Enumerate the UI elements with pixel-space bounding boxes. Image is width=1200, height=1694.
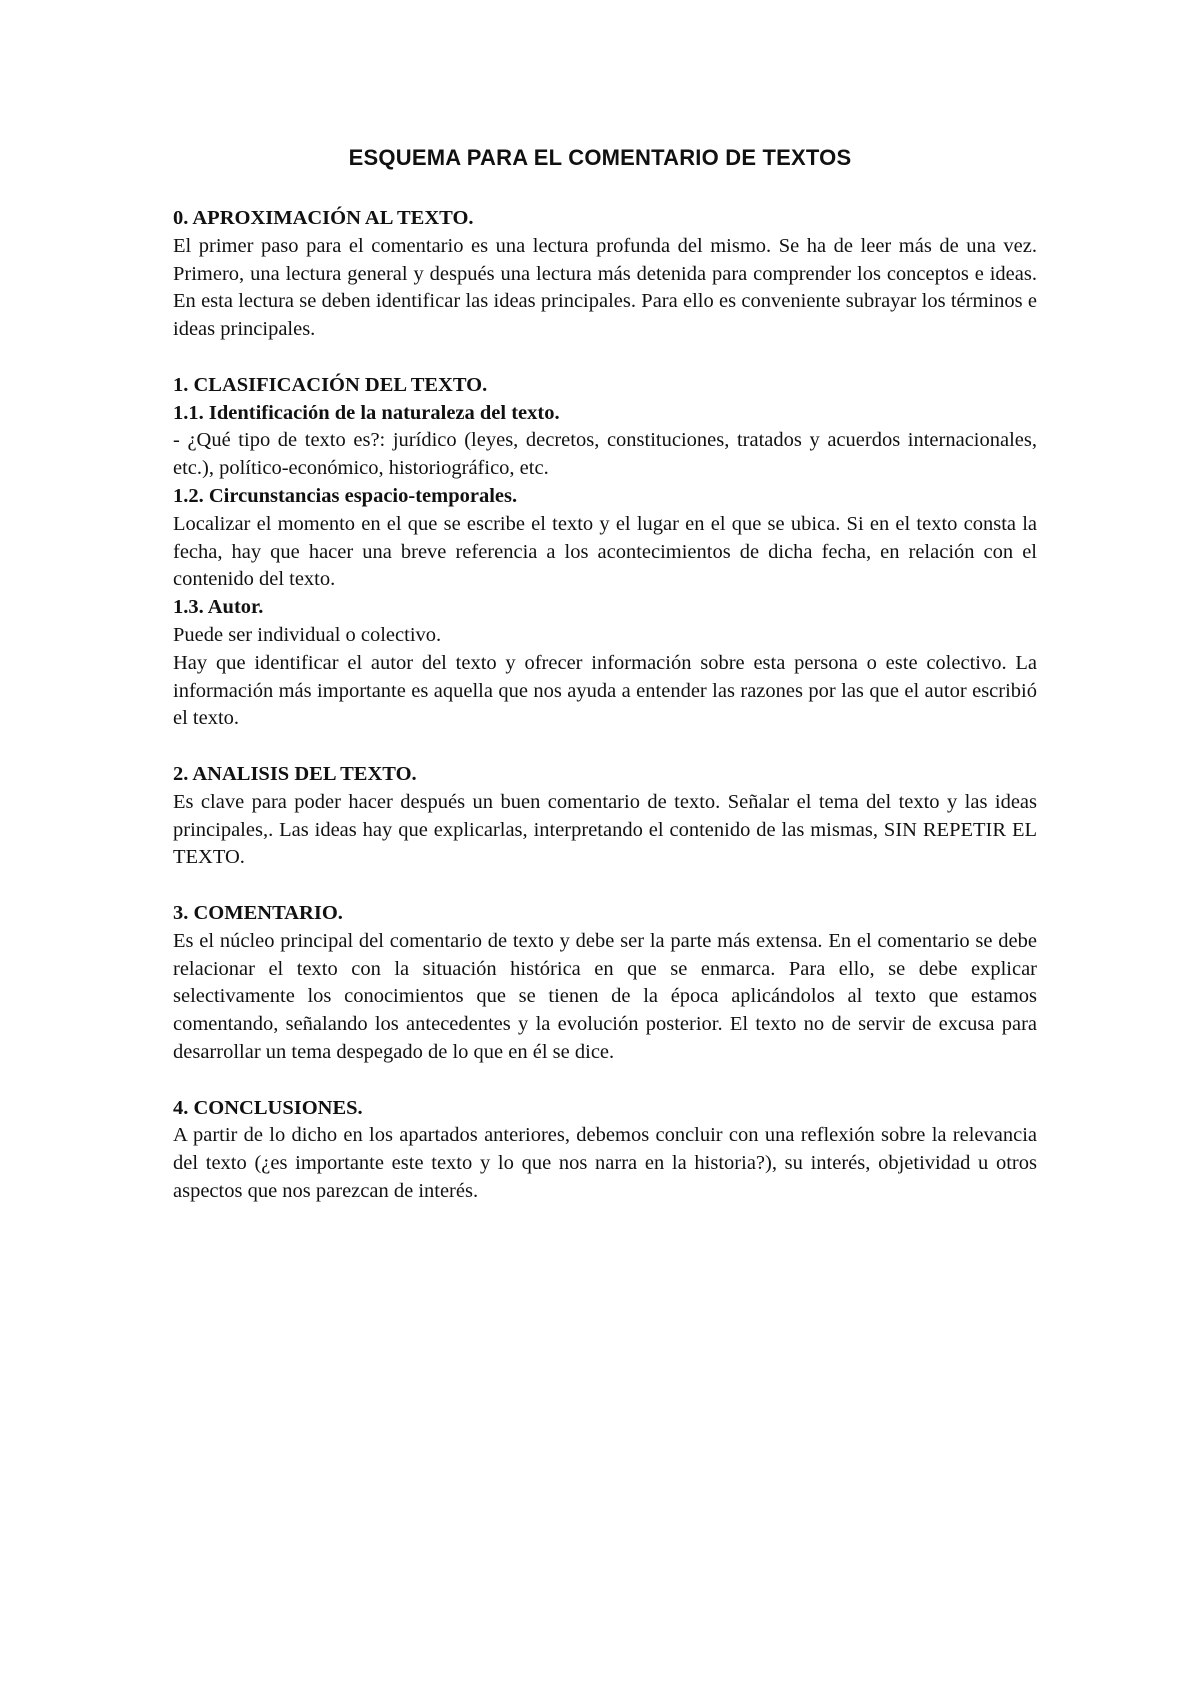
- section-3: [173, 900, 1037, 1067]
- section-2-paragraph: Es clave para poder hacer después un buen comentario de texto. Señalar el tema del texto y las ideas principales,. Las ideas hay que explicarlas, interpretando el contenido de las mismas, SIN REPETIR EL TEXTO.: [173, 790, 1037, 869]
- section-4-paragraph: A partir de lo dicho en los apartados anteriores, debemos concluir con una reflexión sobre la relevancia del texto (¿es importante este texto y lo que nos narra en la historia?), su interés, objetividad u otros aspectos que nos parezcan de interés.: [173, 1124, 1037, 1202]
- section-1-2-paragraph: Localizar el momento en el que se escribe el texto y el lugar en el que se ubica. Si en el texto consta la fecha, hay que hacer una breve referencia a los acontecimientos de dicha fecha, en relación con el contenido del texto.: [173, 512, 1037, 591]
- section-1-3-paragraph-2: Hay que identificar el autor del texto y ofrecer información sobre esta persona o este colectivo. La información más importante es aquella que nos ayuda a entender las razones por las que el autor escribió el texto.: [173, 651, 1037, 730]
- section-1-heading: 1. CLASIFICACIÓN DEL TEXTO.: [173, 373, 488, 396]
- document-body: [173, 205, 1037, 1233]
- section-1-1-heading: 1.1. Identificación de la naturaleza del texto.: [173, 401, 560, 424]
- section-3-paragraph: Es el núcleo principal del comentario de texto y debe ser la parte más extensa. En el comentario se debe relacionar el texto con la situación histórica en que se enmarca. Para ello, se debe explicar selectivamente los conocimientos que se tienen de la época aplicándolos al texto que estamos comentando, señalando los antecedentes y la evolución posterior. El texto no de servir de excusa para desarrollar un tema despegado de lo que en él se dice.: [173, 929, 1037, 1063]
- section-1-3-paragraph-1: Puede ser individual o colectivo.: [173, 623, 442, 646]
- section-4-heading: 4. CONCLUSIONES.: [173, 1096, 363, 1119]
- section-0-heading: 0. APROXIMACIÓN AL TEXTO.: [173, 207, 474, 229]
- section-1-1-paragraph: - ¿Qué tipo de texto es?: jurídico (leyes, decretos, constituciones, tratados y acuerdos internacionales, etc.), político-económico, historiográfico, etc.: [173, 429, 1037, 480]
- section-0: [173, 205, 1037, 344]
- section-4: [173, 1095, 1037, 1206]
- section-1: [173, 372, 1037, 733]
- section-2-heading: 2. ANALISIS DEL TEXTO.: [173, 762, 417, 785]
- section-1-3-heading: 1.3. Autor.: [173, 596, 264, 619]
- section-1-2-heading: 1.2. Circunstancias espacio-temporales.: [173, 484, 518, 507]
- section-3-heading: 3. COMENTARIO.: [173, 901, 343, 924]
- document-title: ESQUEMA PARA EL COMENTARIO DE TEXTOS: [348, 145, 852, 170]
- section-0-paragraph: El primer paso para el comentario es una lectura profunda del mismo. Se ha de leer más de una vez. Primero, una lectura general y después una lectura más detenida para comprender los conceptos e ideas. En esta lectura se deben identificar las ideas principales. Para ello es conveniente subrayar los términos e ideas principales.: [173, 234, 1037, 341]
- section-2: [173, 761, 1037, 872]
